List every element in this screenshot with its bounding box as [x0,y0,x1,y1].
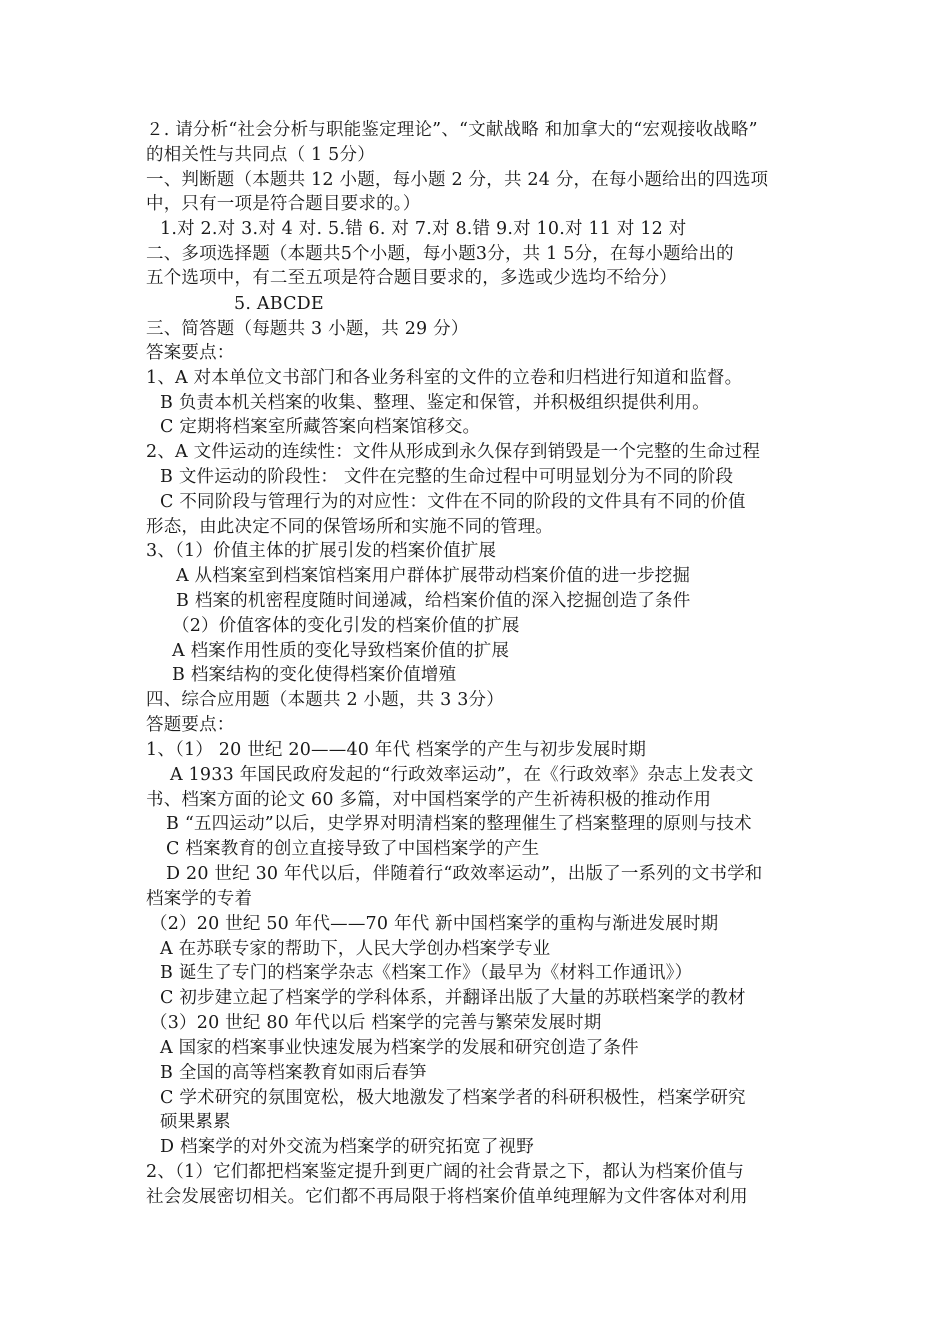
text-line: B 档案的机密程度随时间递减，给档案价值的深入挖掘创造了条件 [176,591,691,611]
text-line: 五个选项中，有二至五项是符合题目要求的，多选或少选均不给分） [146,268,677,288]
text-line: B 负责本机关档案的收集、整理、鉴定和保管，并积极组织提供利用。 [160,393,710,413]
text-line: C 不同阶段与管理行为的对应性：文件在不同的阶段的文件具有不同的价值 [160,492,746,512]
text-line: 答案要点： [146,343,235,363]
text-line: 2、A 文件运动的连续性：文件从形成到永久保存到销毁是一个完整的生命过程 [146,442,761,462]
text-line: （3）20 世纪 80 年代以后 档案学的完善与繁荣发展时期 [150,1013,602,1033]
text-line: C 初步建立起了档案学的学科体系，并翻译出版了大量的苏联档案学的教材 [160,988,746,1008]
text-line: 形态，由此决定不同的保管场所和实施不同的管理。 [146,517,554,537]
text-line: A 在苏联专家的帮助下，人民大学创办档案学专业 [160,939,551,959]
text-line: D 档案学的对外交流为档案学的研究拓宽了视野 [160,1137,534,1157]
text-line: 一、判断题（本题共 12 小题，每小题 2 分，共 24 分，在每小题给出的四选项 [146,170,769,190]
section-heading: 三、简答题（每题共 3 小题，共 29 分） [146,319,469,339]
text-line: 1、（1） 20 世纪 20——40 年代 档案学的产生与初步发展时期 [146,740,647,760]
text-line: 档案学的专着 [146,889,253,909]
text-line: 硕果累累 [160,1112,231,1132]
text-line: 5. ABCDE [234,294,324,314]
text-line: 答题要点： [146,715,235,735]
text-line: 3、（1）价值主体的扩展引发的档案价值扩展 [146,541,497,561]
text-line: C 定期将档案室所藏答案向档案馆移交。 [160,417,481,437]
text-line: （2）20 世纪 50 年代——70 年代 新中国档案学的重构与渐进发展时期 [150,914,719,934]
text-line: 的相关性与共同点（ 1 5分） [146,145,375,165]
text-line: 2、（1）它们都把档案鉴定提升到更广阔的社会背景之下，都认为档案价值与 [146,1162,745,1182]
text-line: B 档案结构的变化使得档案价值增殖 [172,665,457,685]
text-line: 中，只有一项是符合题目要求的。） [146,194,421,214]
text-line: 社会发展密切相关。它们都不再局限于将档案价值单纯理解为文件客体对利用 [146,1187,748,1207]
text-line: A 档案作用性质的变化导致档案价值的扩展 [172,641,510,661]
text-line: B 全国的高等档案教育如雨后春笋 [160,1063,427,1083]
text-line: B “五四运动”以后，史学界对明清档案的整理催生了档案整理的原则与技术 [166,814,752,834]
text-line: D 20 世纪 30 年代以后，伴随着行“政效率运动”，出版了一系列的文书学和 [166,864,763,884]
text-line: 二、多项选择题（本题共5个小题，每小题3分，共 1 5分，在每小题给出的 [146,244,734,264]
section-heading: 四、综合应用题（本题共 2 小题，共 3 3分） [146,690,504,710]
text-line: 1.对 2.对 3.对 4 对. 5.错 6. 对 7.对 8.错 9.对 10.对 11 对 12 对 [160,219,687,239]
text-line: A 国家的档案事业快速发展为档案学的发展和研究创造了条件 [160,1038,639,1058]
text-line: B 诞生了专门的档案学杂志《档案工作》（最早为《材料工作通讯》） [160,963,693,983]
text-line: C 学术研究的氛围宽松，极大地激发了档案学者的科研积极性，档案学研究 [160,1088,746,1108]
text-line: 书、档案方面的论文 60 多篇，对中国档案学的产生祈祷积极的推动作用 [146,790,712,810]
text-line: B 文件运动的阶段性： 文件在完整的生命过程中可明显划分为不同的阶段 [160,467,734,487]
text-line: ２. 请分析“社会分析与职能鉴定理论”、“文献战略 和加拿大的“宏观接收战略” [146,120,758,140]
text-line: （2）价值客体的变化引发的档案价值的扩展 [172,616,520,636]
text-line: 1、A 对本单位文书部门和各业务科室的文件的立卷和归档进行知道和监督。 [146,368,743,388]
text-line: A 1933 年国民政府发起的“行政效率运动”，在《行政效率》杂志上发表文 [170,765,754,785]
text-line: A 从档案室到档案馆档案用户群体扩展带动档案价值的进一步挖掘 [176,566,691,586]
text-line: C 档案教育的创立直接导致了中国档案学的产生 [166,839,540,859]
